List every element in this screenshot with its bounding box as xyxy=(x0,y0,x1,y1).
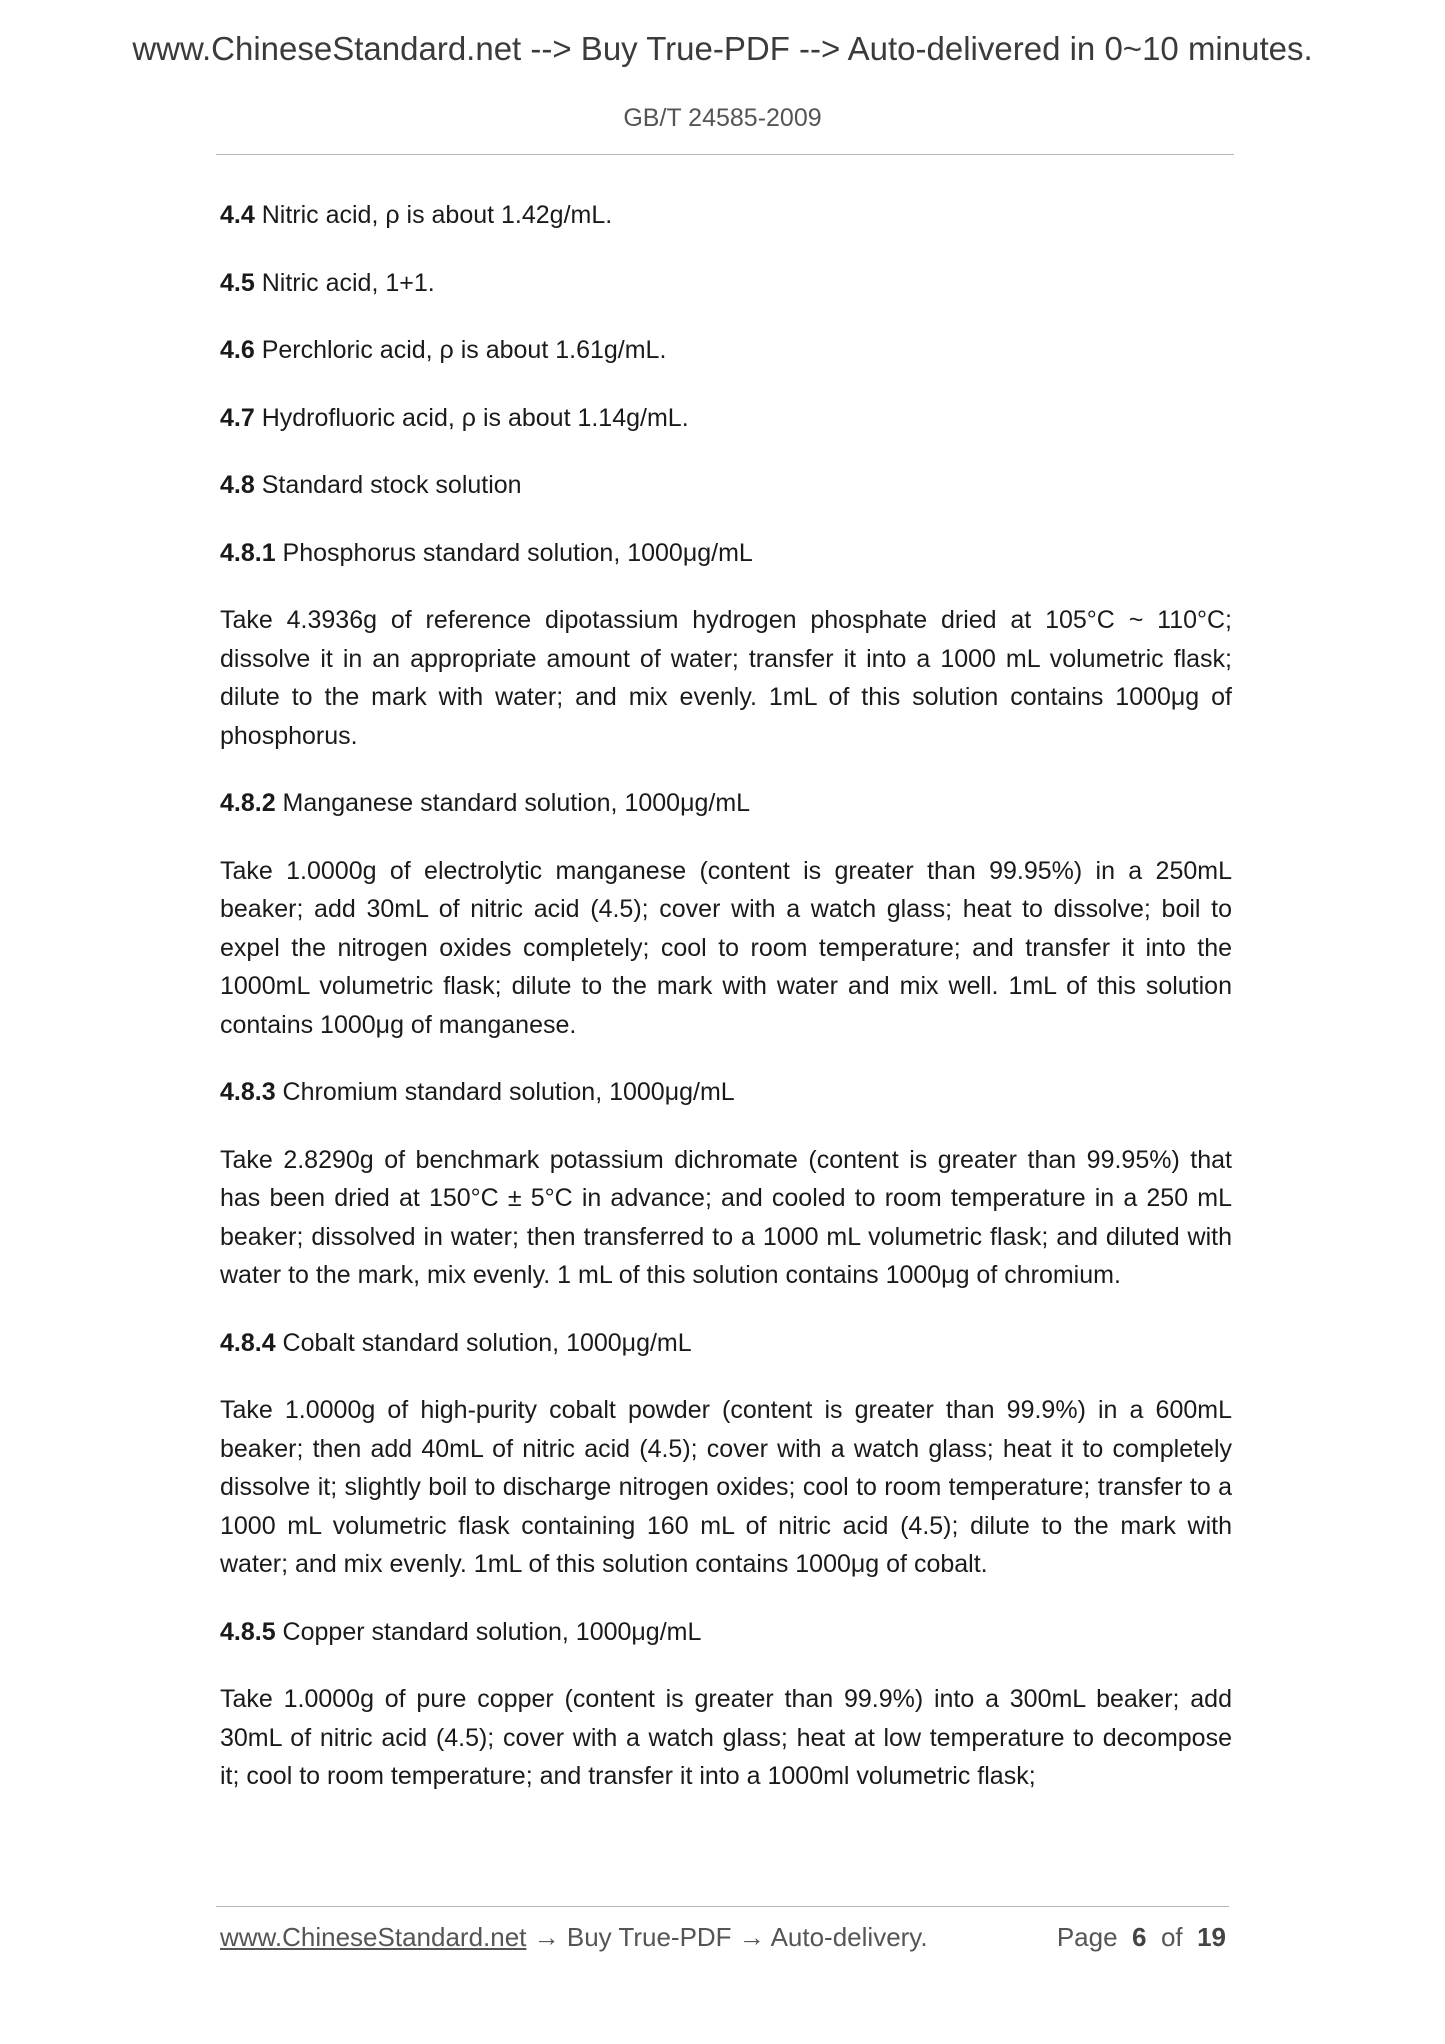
paragraph-chromium: Take 2.8290g of benchmark potassium dichromate (content is greater than 99.95%) that has been dried at 150°C ± 5°C in advance; and cooled to room temperature in a 250 mL beaker; dissolved in water; then transferred to a 1000 mL volumetric flask; and diluted with water to the mark, mix evenly. 1 mL of this solution contains 1000μg of chromium. xyxy=(220,1145,1232,1289)
section-4-8-3 xyxy=(220,1073,1232,1112)
total-pages: 19 xyxy=(1197,1922,1226,1952)
section-number: 4.8.5 xyxy=(220,1617,276,1646)
document-body xyxy=(220,196,1232,1796)
section-text: Nitric acid, ρ is about 1.42g/mL. xyxy=(254,201,613,229)
paragraph-copper: Take 1.0000g of pure copper (content is greater than 99.9%) into a 300mL beaker; add 30mL of nitric acid (4.5); cover with a watch glass; heat at low temperature to decompose it; cool to room temperature; and transfer it into a 1000ml volumetric flask; xyxy=(220,1685,1232,1790)
page-footer xyxy=(220,1922,1232,1953)
document-code: GB/T 24585-2009 xyxy=(623,104,822,132)
section-4-8-1 xyxy=(220,534,1232,573)
section-text: Copper standard solution, 1000μg/mL xyxy=(275,1617,702,1646)
footer-site-link[interactable]: www.ChineseStandard.net xyxy=(220,1922,527,1952)
section-text: Cobalt standard solution, 1000μg/mL xyxy=(275,1328,692,1357)
section-text: Nitric acid, 1+1. xyxy=(254,268,435,297)
paragraph-phosphorus: Take 4.3936g of reference dipotassium hydrogen phosphate dried at 105°C ~ 110°C; dissolve it in an appropriate amount of water; transfer it into a 1000 mL volumetric flask; dilute to the mark with water; and mix evenly. 1mL of this solution contains 1000μg of phosphorus. xyxy=(220,606,1232,750)
footer-promo: → Buy True-PDF → Auto-delivery. xyxy=(526,1922,928,1952)
header-divider xyxy=(216,154,1234,155)
section-number: 4.8.1 xyxy=(220,538,276,567)
of-label: of xyxy=(1160,1922,1183,1952)
section-number: 4.7 xyxy=(220,403,255,432)
section-number: 4.8.3 xyxy=(220,1078,276,1106)
section-4-8 xyxy=(220,466,1232,505)
section-number: 4.5 xyxy=(220,268,255,297)
section-4-7 xyxy=(220,399,1232,438)
section-text: Perchloric acid, ρ is about 1.61g/mL. xyxy=(254,336,667,364)
section-text: Manganese standard solution, 1000μg/mL xyxy=(275,789,751,817)
page-indicator xyxy=(1057,1922,1226,1953)
top-banner: www.ChineseStandard.net --> Buy True-PDF --> Auto-delivered in 0~10 minutes. xyxy=(132,30,1313,67)
paragraph-cobalt: Take 1.0000g of high-purity cobalt powder (content is greater than 99.9%) in a 600mL beaker; then add 40mL of nitric acid (4.5); cover with a watch glass; heat it to completely dissolve it; slightly boil to discharge nitrogen oxides; cool to room temperature; transfer to a 1000 mL volumetric flask containing 160 mL of nitric acid (4.5); dilute to the mark with water; and mix evenly. 1mL of this solution contains 1000μg of cobalt. xyxy=(220,1396,1232,1578)
section-number: 4.8.4 xyxy=(220,1328,276,1357)
section-4-6 xyxy=(220,331,1232,370)
section-4-8-4 xyxy=(220,1324,1232,1363)
section-4-8-2 xyxy=(220,784,1232,823)
section-number: 4.8 xyxy=(220,471,255,499)
paragraph-manganese: Take 1.0000g of electrolytic manganese (content is greater than 99.95%) in a 250mL beaker; add 30mL of nitric acid (4.5); cover with a watch glass; heat to dissolve; boil to expel the nitrogen oxides completely; cool to room temperature; and transfer it into the 1000mL volumetric flask; dilute to the mark with water and mix well. 1mL of this solution contains 1000μg of manganese. xyxy=(220,856,1232,1039)
section-text: Phosphorus standard solution, 1000μg/mL xyxy=(275,538,753,567)
section-text: Chromium standard solution, 1000μg/mL xyxy=(275,1078,735,1106)
section-number: 4.8.2 xyxy=(220,789,276,817)
section-4-4 xyxy=(220,196,1232,235)
footer-divider xyxy=(216,1906,1229,1907)
section-text: Standard stock solution xyxy=(254,471,522,499)
section-number: 4.4 xyxy=(220,201,255,229)
page-number: 6 xyxy=(1132,1922,1147,1952)
page-label: Page xyxy=(1056,1922,1118,1952)
section-4-5 xyxy=(220,264,1232,303)
section-number: 4.6 xyxy=(220,336,255,364)
section-4-8-5 xyxy=(220,1613,1232,1652)
section-text: Hydrofluoric acid, ρ is about 1.14g/mL. xyxy=(254,403,689,432)
